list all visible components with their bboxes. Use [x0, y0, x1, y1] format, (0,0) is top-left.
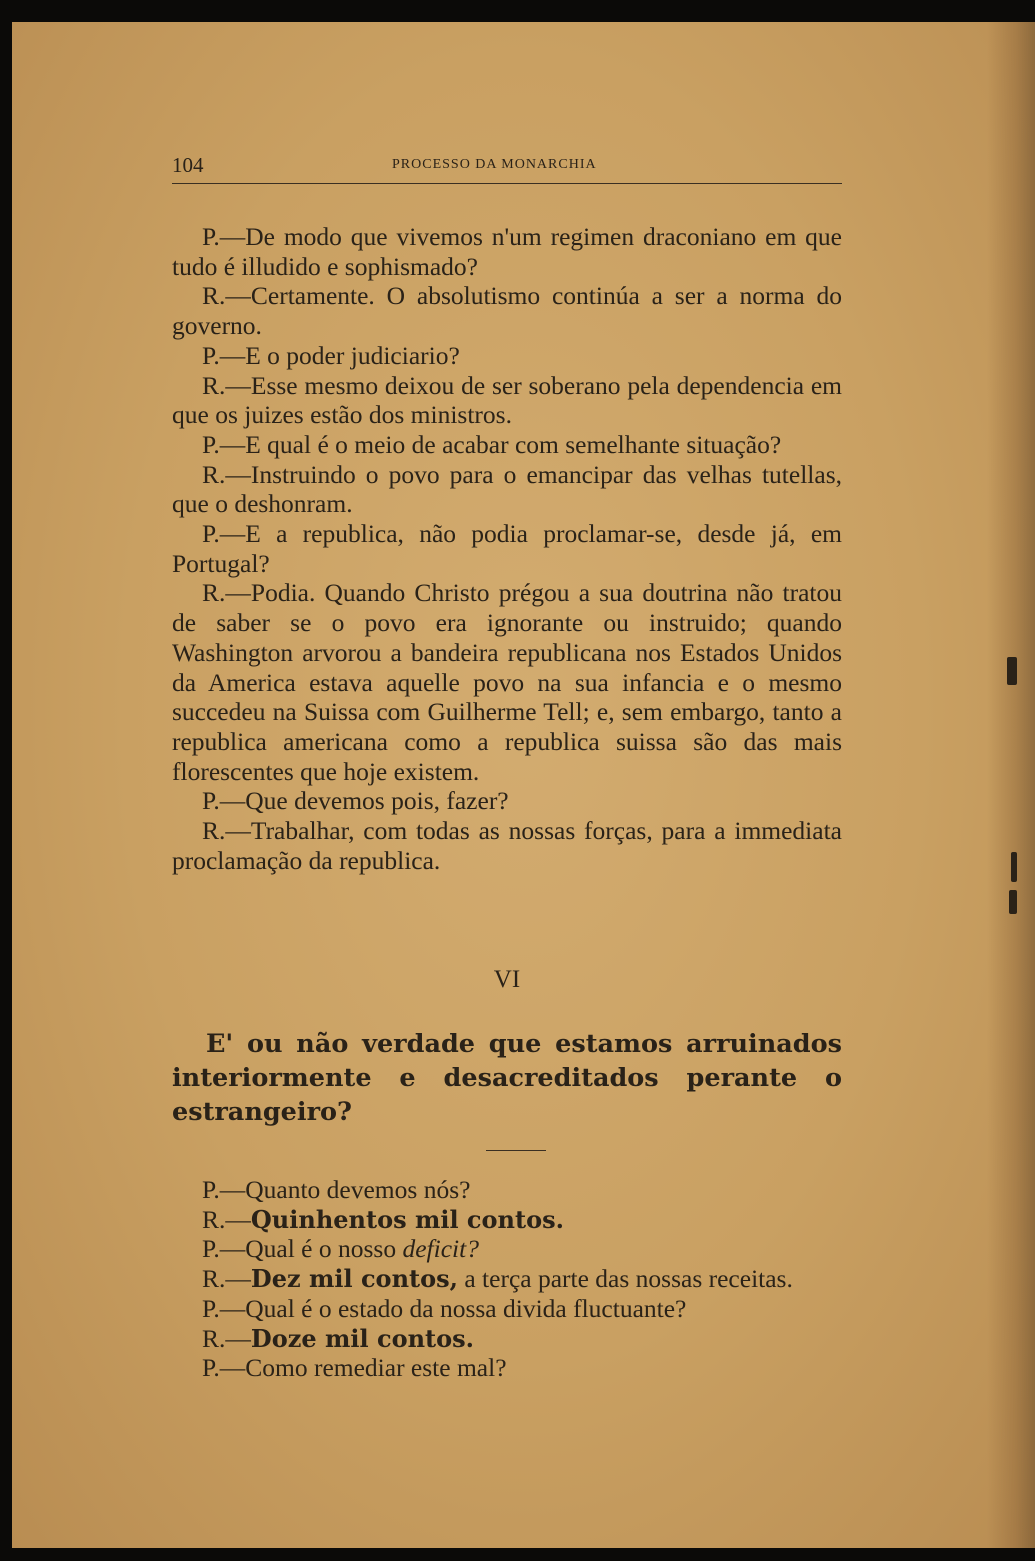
dialogue-line: R.—Podia. Quando Christo prégou a sua doutrina não tratou de saber se o povo era ignorante ou instruido; quando Washington arvorou a bandeira republicana nos Estados Unidos da America estava aquelle povo na sua infancia e o mesmo succedeu na Suissa com Guilherme Tell; e, sem embargo, tanto a republica americana como a republica suissa são das mais florescentes que hoje existem.: [172, 578, 842, 786]
dialogue-section-1: [172, 222, 842, 875]
dialogue-line: P.—E qual é o meio de acabar com semelhante situação?: [202, 429, 782, 459]
answer-prefix: R.—: [202, 1204, 251, 1234]
dialogue-line: P.—De modo que vivemos n'um regimen draconiano em que tudo é illudido e sophismado?: [172, 222, 842, 281]
question-text: P.—Quanto devemos nós?: [202, 1175, 471, 1204]
book-page: [12, 22, 1035, 1548]
binding-thread-mark: [1009, 890, 1017, 914]
dialogue-line: R.—Certamente. O absolutismo continúa a ser a norma do governo.: [172, 281, 842, 341]
binding-thread-mark: [1007, 657, 1017, 685]
section-number: VI: [493, 966, 521, 993]
dialogue-line: [172, 1234, 842, 1264]
answer-prefix: R.—: [202, 1323, 251, 1353]
question-text: P.—Qual é o nosso: [202, 1234, 403, 1264]
dialogue-line: [172, 1324, 842, 1354]
dialogue-line: P.—Que devemos pois, fazer?: [202, 786, 509, 816]
question-italic: deficit?: [402, 1234, 479, 1264]
dialogue-line: P.—E a republica, não podia proclamar-se, desde já, em Portugal?: [172, 519, 842, 578]
dialogue-line: R.—Trabalhar, com todas as nossas forças, para a immediata proclamação da republica.: [172, 816, 842, 875]
dialogue-line: R.—Instruindo o povo para o emancipar das velhas tutellas, que o deshonram.: [172, 459, 842, 519]
running-title: PROCESSO DA MONARCHIA: [392, 157, 597, 172]
dialogue-line: R.—Esse mesmo deixou de ser soberano pela dependencia em que os juizes estão dos ministros.: [172, 370, 842, 430]
question-text: P.—Qual é o estado da nossa divida fluctuante?: [202, 1293, 687, 1323]
binding-thread-mark: [1011, 852, 1017, 882]
dialogue-line: [172, 1264, 842, 1294]
answer-text: a terça parte das nossas receitas.: [457, 1264, 793, 1294]
dialogue-line: [172, 1294, 842, 1324]
dialogue-line: [172, 1175, 842, 1205]
section-divider: [486, 1150, 546, 1151]
section-heading: E' ou não verdade que estamos arruinados interiormente e desacreditados perante o estrangeiro?: [172, 1029, 842, 1127]
dialogue-line: P.—E o poder judiciario?: [202, 340, 460, 370]
dialogue-line: [172, 1353, 842, 1383]
page-edge-shadow: [987, 22, 1035, 1548]
answer-emphasis: Doze mil contos.: [250, 1323, 474, 1353]
answer-emphasis: Dez mil contos,: [250, 1264, 458, 1294]
dialogue-section-2: [172, 1175, 842, 1383]
header-rule: [172, 183, 842, 184]
answer-emphasis: Quinhentos mil contos.: [250, 1204, 564, 1234]
dialogue-line: [172, 1205, 842, 1235]
question-text: P.—Como remediar este mal?: [202, 1353, 507, 1383]
running-header: [172, 147, 842, 187]
page-number: 104: [172, 153, 204, 177]
answer-prefix: R.—: [202, 1264, 251, 1294]
